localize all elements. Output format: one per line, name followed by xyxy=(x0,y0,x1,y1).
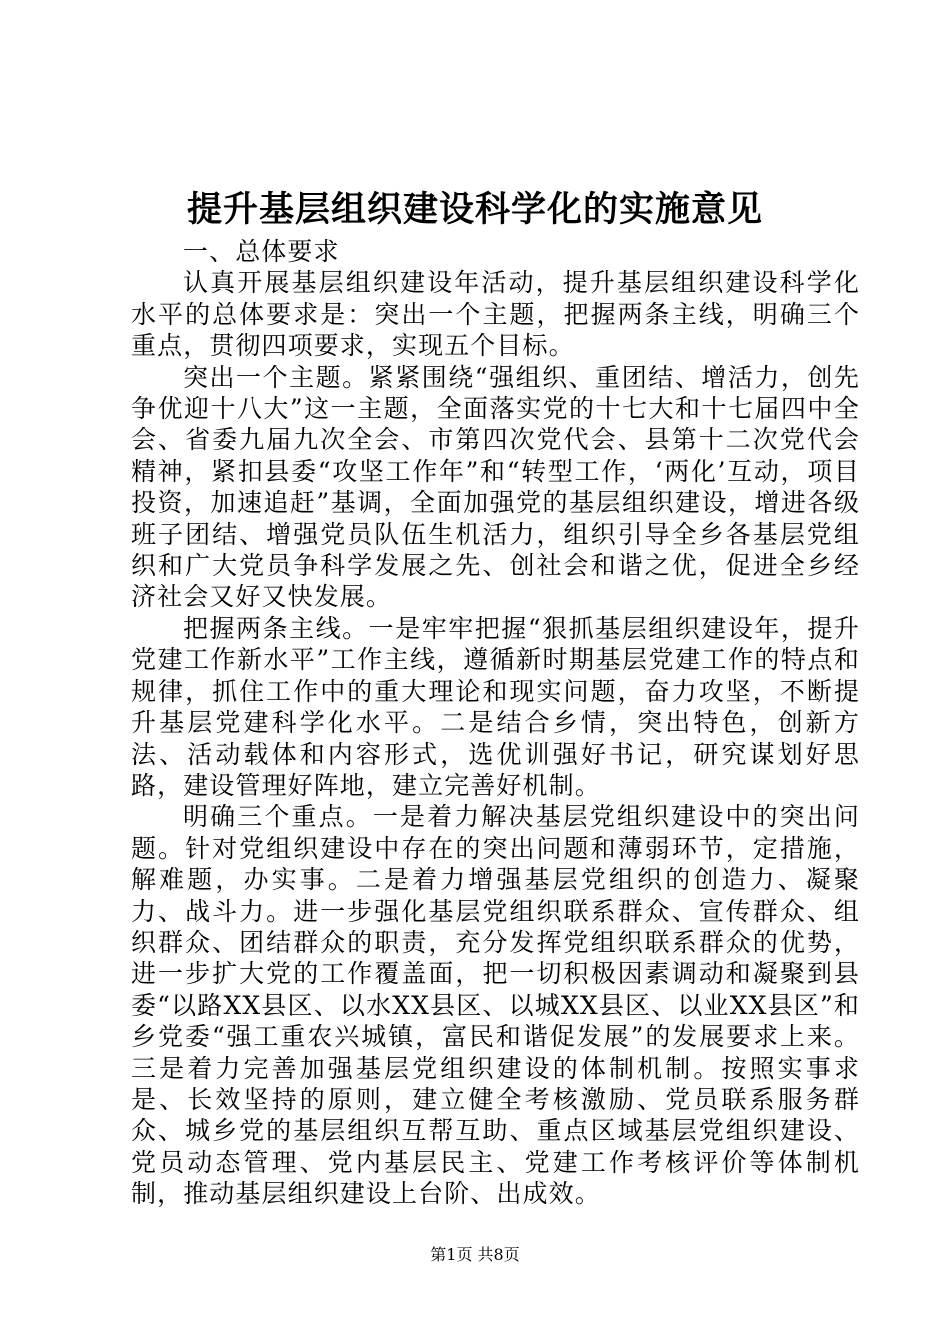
paragraph-4: 明确三个重点。一是着力解决基层党组织建设中的突出问题。针对党组织建设中存在的突出问题和薄弱环节，定措施，解难题，办实事。二是着力增强基层党组织的创造力、凝聚力、战斗力。进一步强化基层党组织联系群众、宣传群众、组织群众、团结群众的职责，充分发挥党组织联系群众的优势，进一步扩大党的工作覆盖面，把一切积极因素调动和凝聚到县委“以路XX县区、以水XX县区、以城XX县区、以业XX县区”和乡党委“强工重农兴城镇，富民和谐促发展”的发展要求上来。三是着力完善加强基层党组织建设的体制机制。按照实事求是、长效坚持的原则，建立健全考核激励、党员联系服务群众、城乡党的基层组织互帮互助、重点区域基层党组织建设、党员动态管理、党内基层民主、党建工作考核评价等体制机制，推动基层组织建设上台阶、出成效。 xyxy=(131,802,860,1209)
document-title: 提升基层组织建设科学化的实施意见 xyxy=(186,189,763,230)
section-heading: 一、总体要求 xyxy=(183,237,340,266)
paragraph-2: 突出一个主题。紧紧围绕“强组织、重团结、增活力，创先争优迎十八大”这一主题，全面落实党的十七大和十七届四中全会、省委九届九次全会、市第四次党代会、县第十二次党代会精神，紧扣县委“攻坚工作年”和“转型工作，‘两化’互动，项目投资，加速追赶”基调，全面加强党的基层组织建设，增进各级班子团结、增强党员队伍生机活力，组织引导全乡各基层党组织和广大党员争科学发展之先、创社会和谐之优，促进全乡经济社会又好又快发展。 xyxy=(131,362,860,612)
paragraph-1: 认真开展基层组织建设年活动，提升基层组织建设科学化水平的总体要求是：突出一个主题，把握两条主线，明确三个重点，贯彻四项要求，实现五个目标。 xyxy=(131,268,860,361)
paragraph-3: 把握两条主线。一是牢牢把握“狠抓基层组织建设年，提升党建工作新水平”工作主线，遵循新时期基层党建工作的特点和规律，抓住工作中的重大理论和现实问题，奋力攻坚，不断提升基层党建科学化水平。二是结合乡情，突出特色，创新方法、活动载体和内容形式，选优训强好书记，研究谋划好思路，建设管理好阵地，建立完善好机制。 xyxy=(131,613,860,800)
page-number-footer: 第1页 共8页 xyxy=(430,1245,520,1264)
document-body xyxy=(131,236,860,1210)
